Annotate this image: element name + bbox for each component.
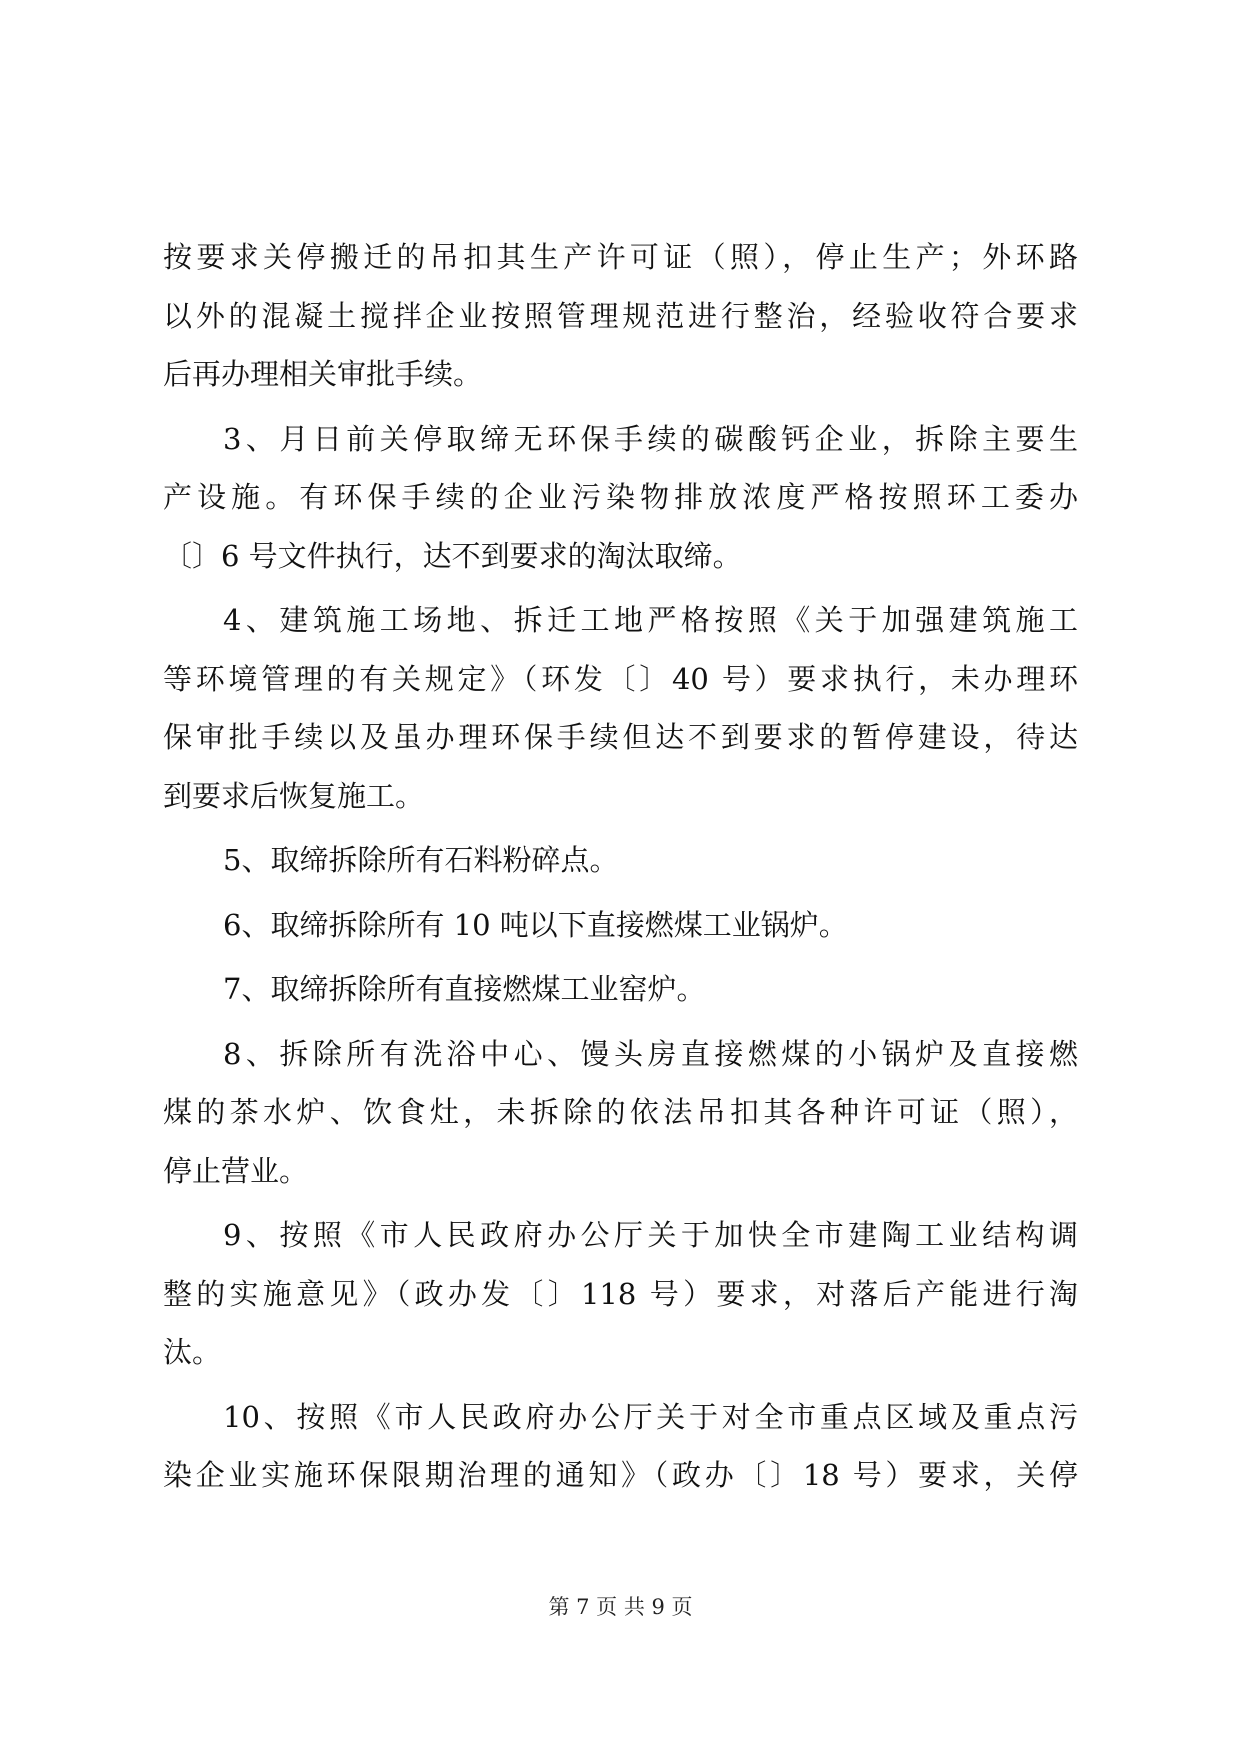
paragraph-continuation <box>163 228 1078 404</box>
text-line: 3、月日前关停取缔无环保手续的碳酸钙企业，拆除主要生 <box>223 421 1078 456</box>
text-line: 8、拆除所有洗浴中心、馒头房直接燃煤的小锅炉及直接燃 <box>223 1036 1078 1071</box>
paragraph-item-8 <box>163 1025 1078 1201</box>
text-line: 以外的混凝土搅拌企业按照管理规范进行整治，经验收符合要求 <box>163 298 1078 333</box>
text-line: 后再办理相关审批手续。 <box>163 357 483 391</box>
page-number-footer: 第 7 页 共 9 页 <box>548 1595 693 1619</box>
text-line: 保审批手续以及虽办理环保手续但达不到要求的暂停建设，待达 <box>163 720 1078 754</box>
text-line: 整的实施意见》（政办发〔〕118 号）要求，对落后产能进行淘 <box>163 1276 1078 1311</box>
text-line: 煤的茶水炉、饮食灶，未拆除的依法吊扣其各种许可证（照）， <box>163 1095 1078 1129</box>
text-line: 停止营业。 <box>163 1153 309 1188</box>
text-line: 5、取缔拆除所有石料粉碎点。 <box>223 843 619 877</box>
paragraph-item-4 <box>163 591 1078 825</box>
text-line: 产设施。有环保手续的企业污染物排放浓度严格按照环工委办 <box>163 480 1078 514</box>
paragraph-item-9 <box>163 1206 1078 1382</box>
text-line: 9、按照《市人民政府办公厅关于加快全市建陶工业结构调 <box>223 1218 1078 1252</box>
text-line: 到要求后恢复施工。 <box>163 778 425 813</box>
text-line: 10、按照《市人民政府办公厅关于对全市重点区域及重点污 <box>223 1399 1078 1434</box>
paragraph-item-6 <box>163 896 1078 955</box>
text-line: 等环境管理的有关规定》（环发〔〕40 号）要求执行，未办理环 <box>163 661 1078 696</box>
text-line: 6、取缔拆除所有 10 吨以下直接燃煤工业锅炉。 <box>223 907 848 942</box>
paragraph-item-10 <box>163 1388 1078 1505</box>
text-line: 汰。 <box>163 1335 222 1369</box>
text-line: 7、取缔拆除所有直接燃煤工业窑炉。 <box>223 972 706 1006</box>
text-line: 染企业实施环保限期治理的通知》（政办〔〕18 号）要求，关停 <box>163 1458 1078 1492</box>
paragraph-item-7 <box>163 960 1078 1019</box>
text-line: 按要求关停搬迁的吊扣其生产许可证（照），停止生产；外环路 <box>163 240 1078 274</box>
text-line: 4、建筑施工场地、拆迁工地严格按照《关于加强建筑施工 <box>223 603 1078 637</box>
document-body <box>163 228 1078 1505</box>
paragraph-item-5 <box>163 831 1078 890</box>
paragraph-item-3 <box>163 410 1078 586</box>
text-line: 〔〕6 号文件执行，达不到要求的淘汰取缔。 <box>163 538 742 573</box>
